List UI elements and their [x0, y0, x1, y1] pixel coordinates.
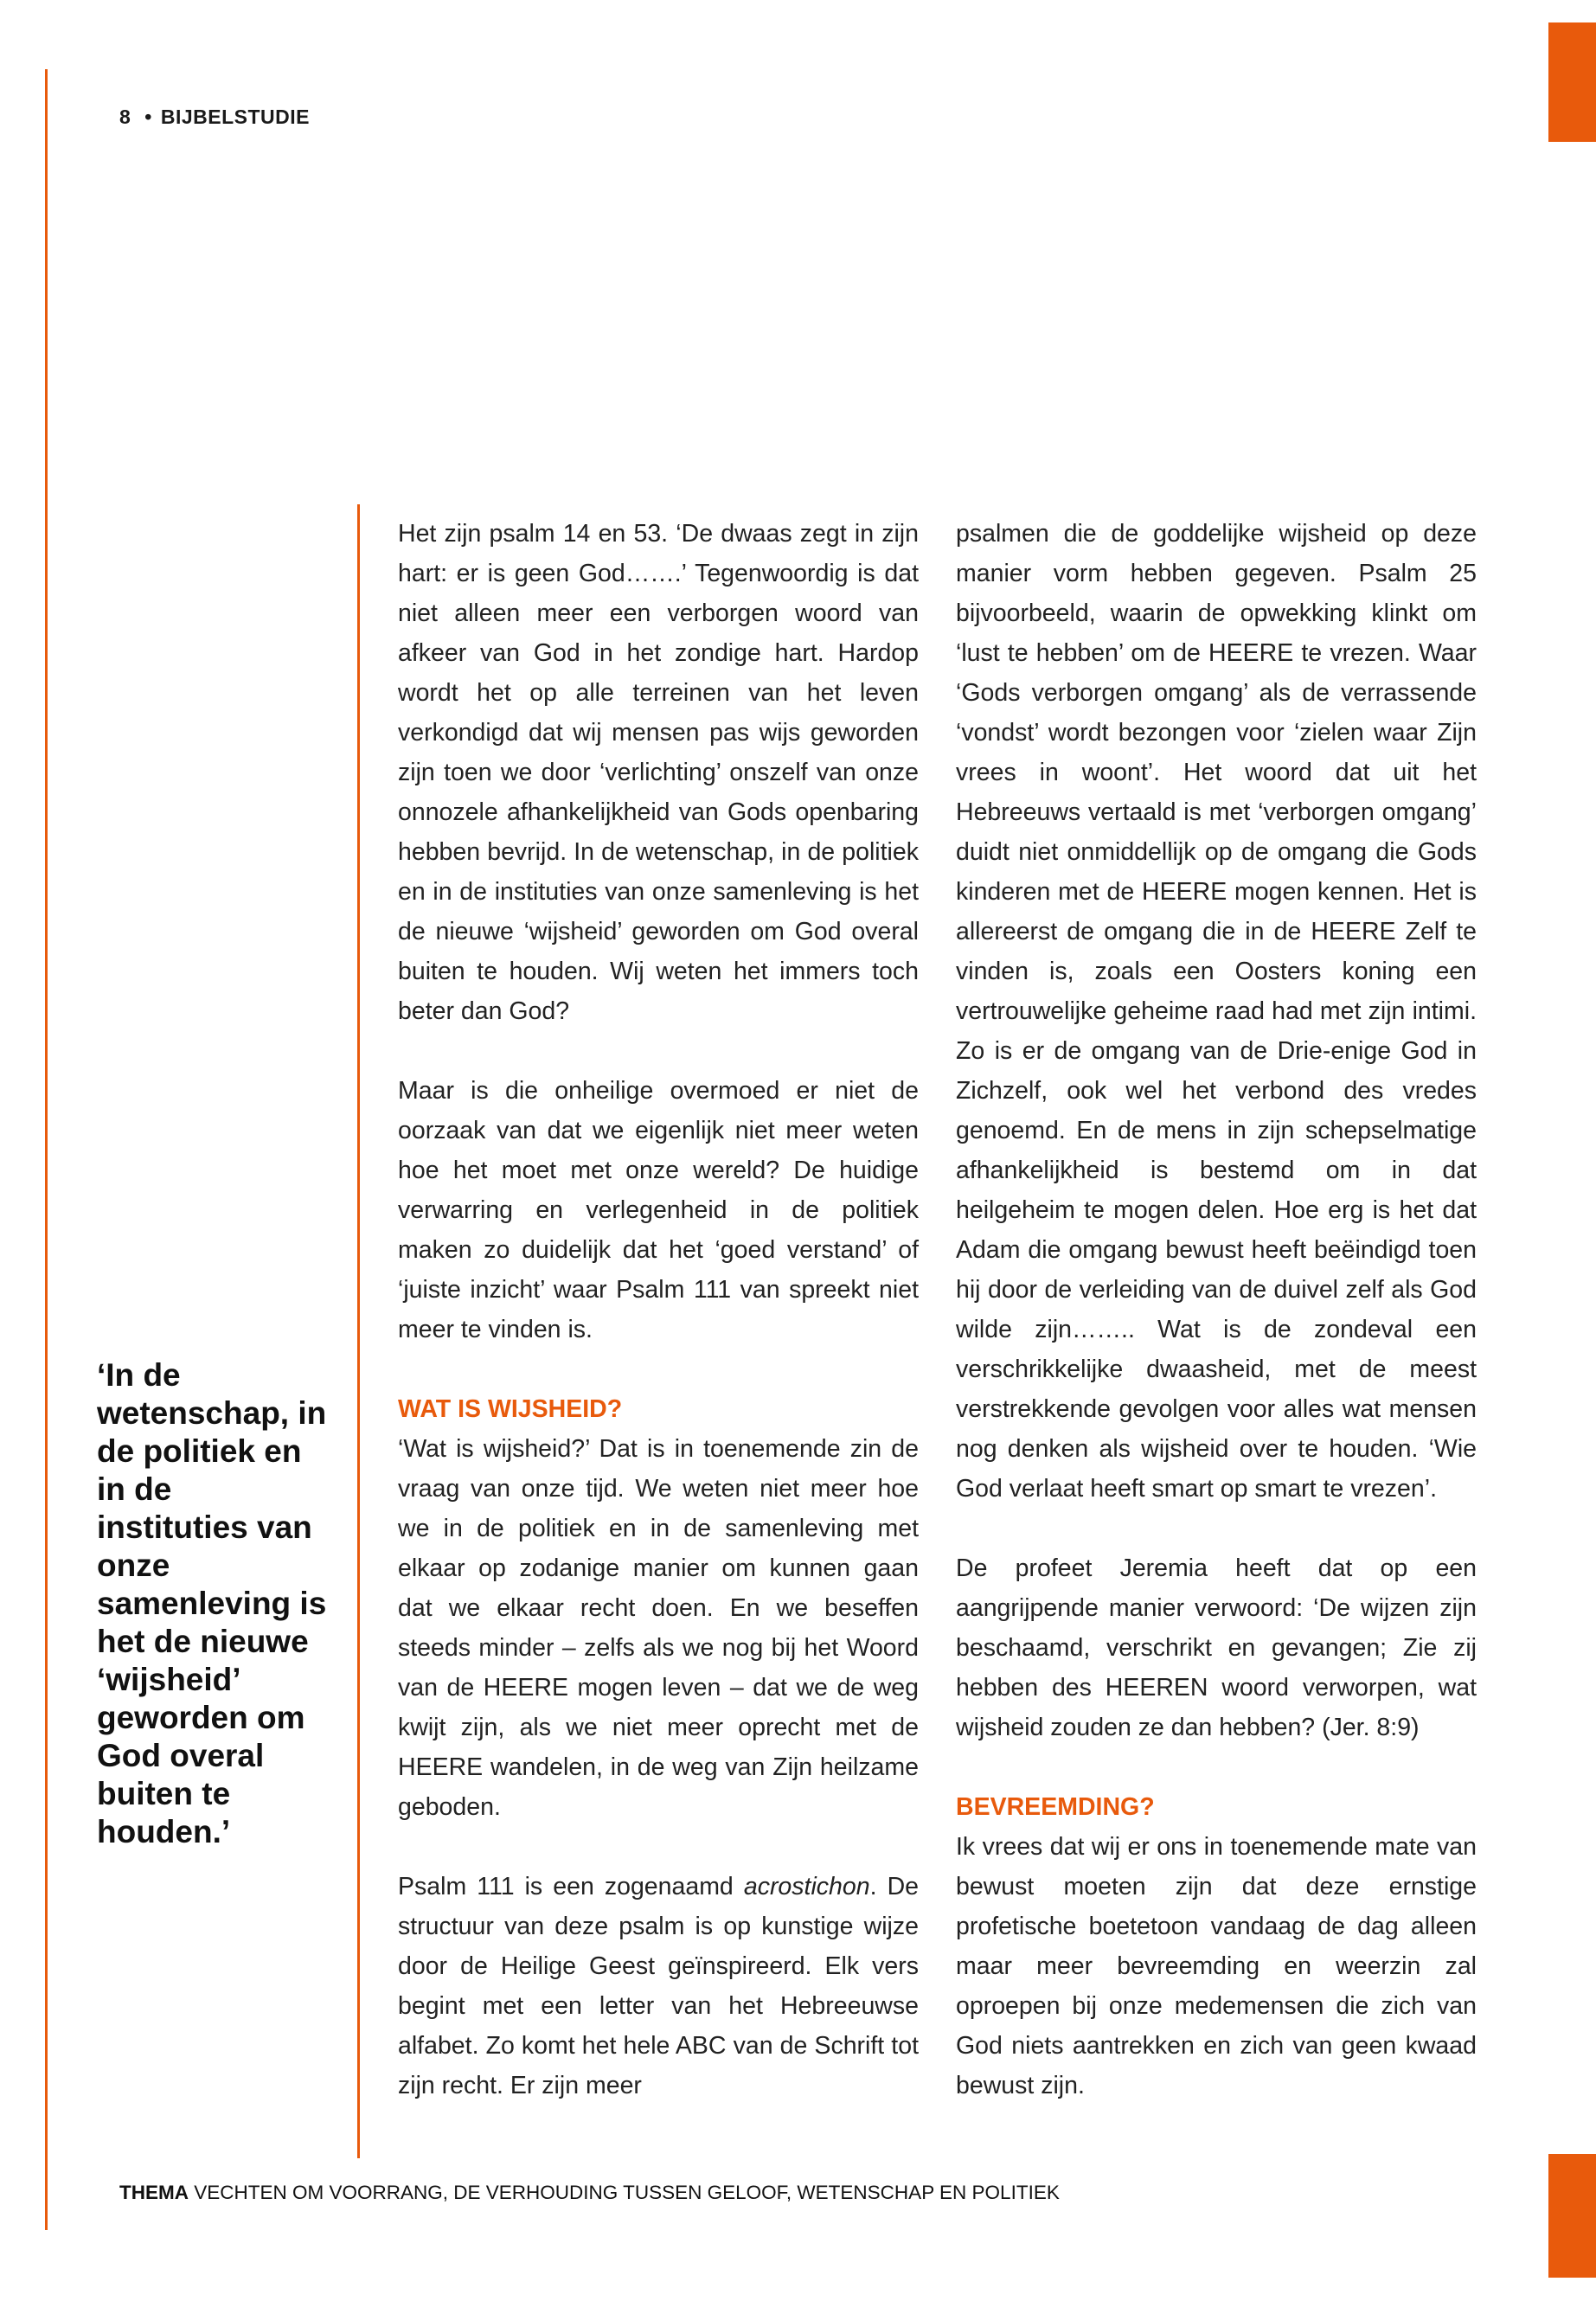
column-rule	[357, 504, 360, 2158]
orange-tab-top	[1548, 22, 1596, 142]
left-margin-rule	[45, 69, 48, 2230]
header-separator: •	[144, 106, 152, 128]
paragraph: Het zijn psalm 14 en 53. ‘De dwaas zegt in zijn hart: er is geen God…….’ Tegenwoordig is dat niet alleen meer een verborgen woord van afkeer van God in het zondige hart. Hardop wordt het op alle terreinen van het leven verkondigd dat wij mensen pas wijs geworden zijn toen we door ‘verlichting’ onszelf van onze onnozele afhankelijkheid van Gods openbaring hebben bevrijd. In de wetenschap, in de politiek en in de instituties van onze samenleving is het de nieuwe ‘wijsheid’ geworden om God overal buiten te houden. Wij weten het immers toch beter dan God?	[398, 520, 919, 1025]
paragraph: Ik vrees dat wij er ons in toenemende mate van bewust moeten zijn dat deze ernstige profetische boetetoon vandaag de dag alleen maar meer bevreemding en weerzin zal oproepen bij onze medemensen die zich van God niets aantrekken en zich van geen kwaad bewust zijn.	[956, 1833, 1477, 2099]
paragraph: Maar is die onheilige overmoed er niet de oorzaak van dat we eigenlijk niet meer weten hoe het moet met onze wereld? De huidige verwarring en verlegenheid in de politiek maken zo duidelijk dat het ‘goed verstand’ of ‘juiste inzicht’ waar Psalm 111 van spreekt niet meer te vinden is.	[398, 1077, 919, 1343]
footer-label: THEMA	[119, 2182, 189, 2203]
pull-quote: ‘In de wetenschap, in de politiek en in de instituties van onze samenleving is het de nieuwe ‘wijsheid’ geworden om God overal buiten te houden.’	[97, 1357, 327, 1849]
footer-text: VECHTEN OM VOORRANG, DE VERHOUDING TUSSEN GELOOF, WETENSCHAP EN POLITIEK	[189, 2182, 1060, 2203]
running-footer	[119, 2182, 1060, 2204]
orange-tab-bottom	[1548, 2154, 1596, 2278]
text-span: . De structuur van deze psalm is op kunstige wijze door de Heilige Geest geïnspireerd. Elk vers begint met een letter van het Hebreeuwse alfabet. Zo komt het hele ABC van de Schrift tot zijn recht. Er zijn meer	[398, 1873, 919, 2099]
section-heading: BEVREEMDING?	[956, 1793, 1155, 1821]
page-number: 8	[119, 106, 131, 128]
text-column-1	[398, 514, 919, 2106]
paragraph: psalmen die de goddelijke wijsheid op deze manier vorm hebben gegeven. Psalm 25 bijvoorbeeld, waarin de opwekking klinkt om ‘lust te hebben’ om de HEERE te vrezen. Waar ‘Gods verborgen omgang’ als de verrassende ‘vondst’ wordt bezongen voor ‘zielen waar Zijn vrees in woont’. Het woord dat uit het Hebreeuws vertaald is met ‘verborgen omgang’ duidt niet onmiddellijk op de omgang die Gods kinderen met de HEERE mogen kennen. Het is allereerst de omgang die in de HEERE Zelf te vinden is, zoals een Oosters koning een vertrouwelijke geheime raad had met zijn intimi. Zo is er de omgang van de Drie-enige God in Zichzelf, ook wel het verbond des vredes genoemd. En de mens in zijn schepselmatige afhankelijkheid is bestemd om in dat heilgeheim te mogen delen. Hoe erg is het dat Adam die omgang bewust heeft beëindigd toen hij door de verleiding van de duivel zelf als God wilde zijn…….. Wat is de zondeval een verschrikkelijke dwaasheid, met de meest verstrekkende gevolgen voor alles wat mensen nog denken als wijsheid over te houden. ‘Wie God verlaat heeft smart op smart te vrezen’.	[956, 520, 1477, 1503]
text-span: Psalm 111 is een zogenaamd	[398, 1873, 744, 1900]
paragraph: De profeet Jeremia heeft dat op een aangrijpende manier verwoord: ‘De wijzen zijn beschaamd, verschrikt en gevangen; Zie zij hebben des HEEREN woord verworpen, wat wijsheid zouden ze dan hebben? (Jer. 8:9)	[956, 1554, 1477, 1741]
paragraph: ‘Wat is wijsheid?’ Dat is in toenemende zin de vraag van onze tijd. We weten niet meer hoe we in de politiek en in de samenleving met elkaar op zodanige manier om kunnen gaan dat we elkaar recht doen. En we beseffen steeds minder – zelfs als we nog bij het Woord van de HEERE mogen leven – dat we de weg kwijt zijn, als we niet meer oprecht met de HEERE wandelen, in de weg van Zijn heilzame geboden.	[398, 1435, 919, 1821]
text-column-2	[956, 514, 1477, 2106]
paragraph	[398, 1867, 919, 2106]
italic-term: acrostichon	[743, 1873, 870, 1900]
section-title: BIJBELSTUDIE	[160, 106, 310, 128]
section-heading: WAT IS WIJSHEID?	[398, 1395, 623, 1423]
running-header	[119, 106, 310, 129]
